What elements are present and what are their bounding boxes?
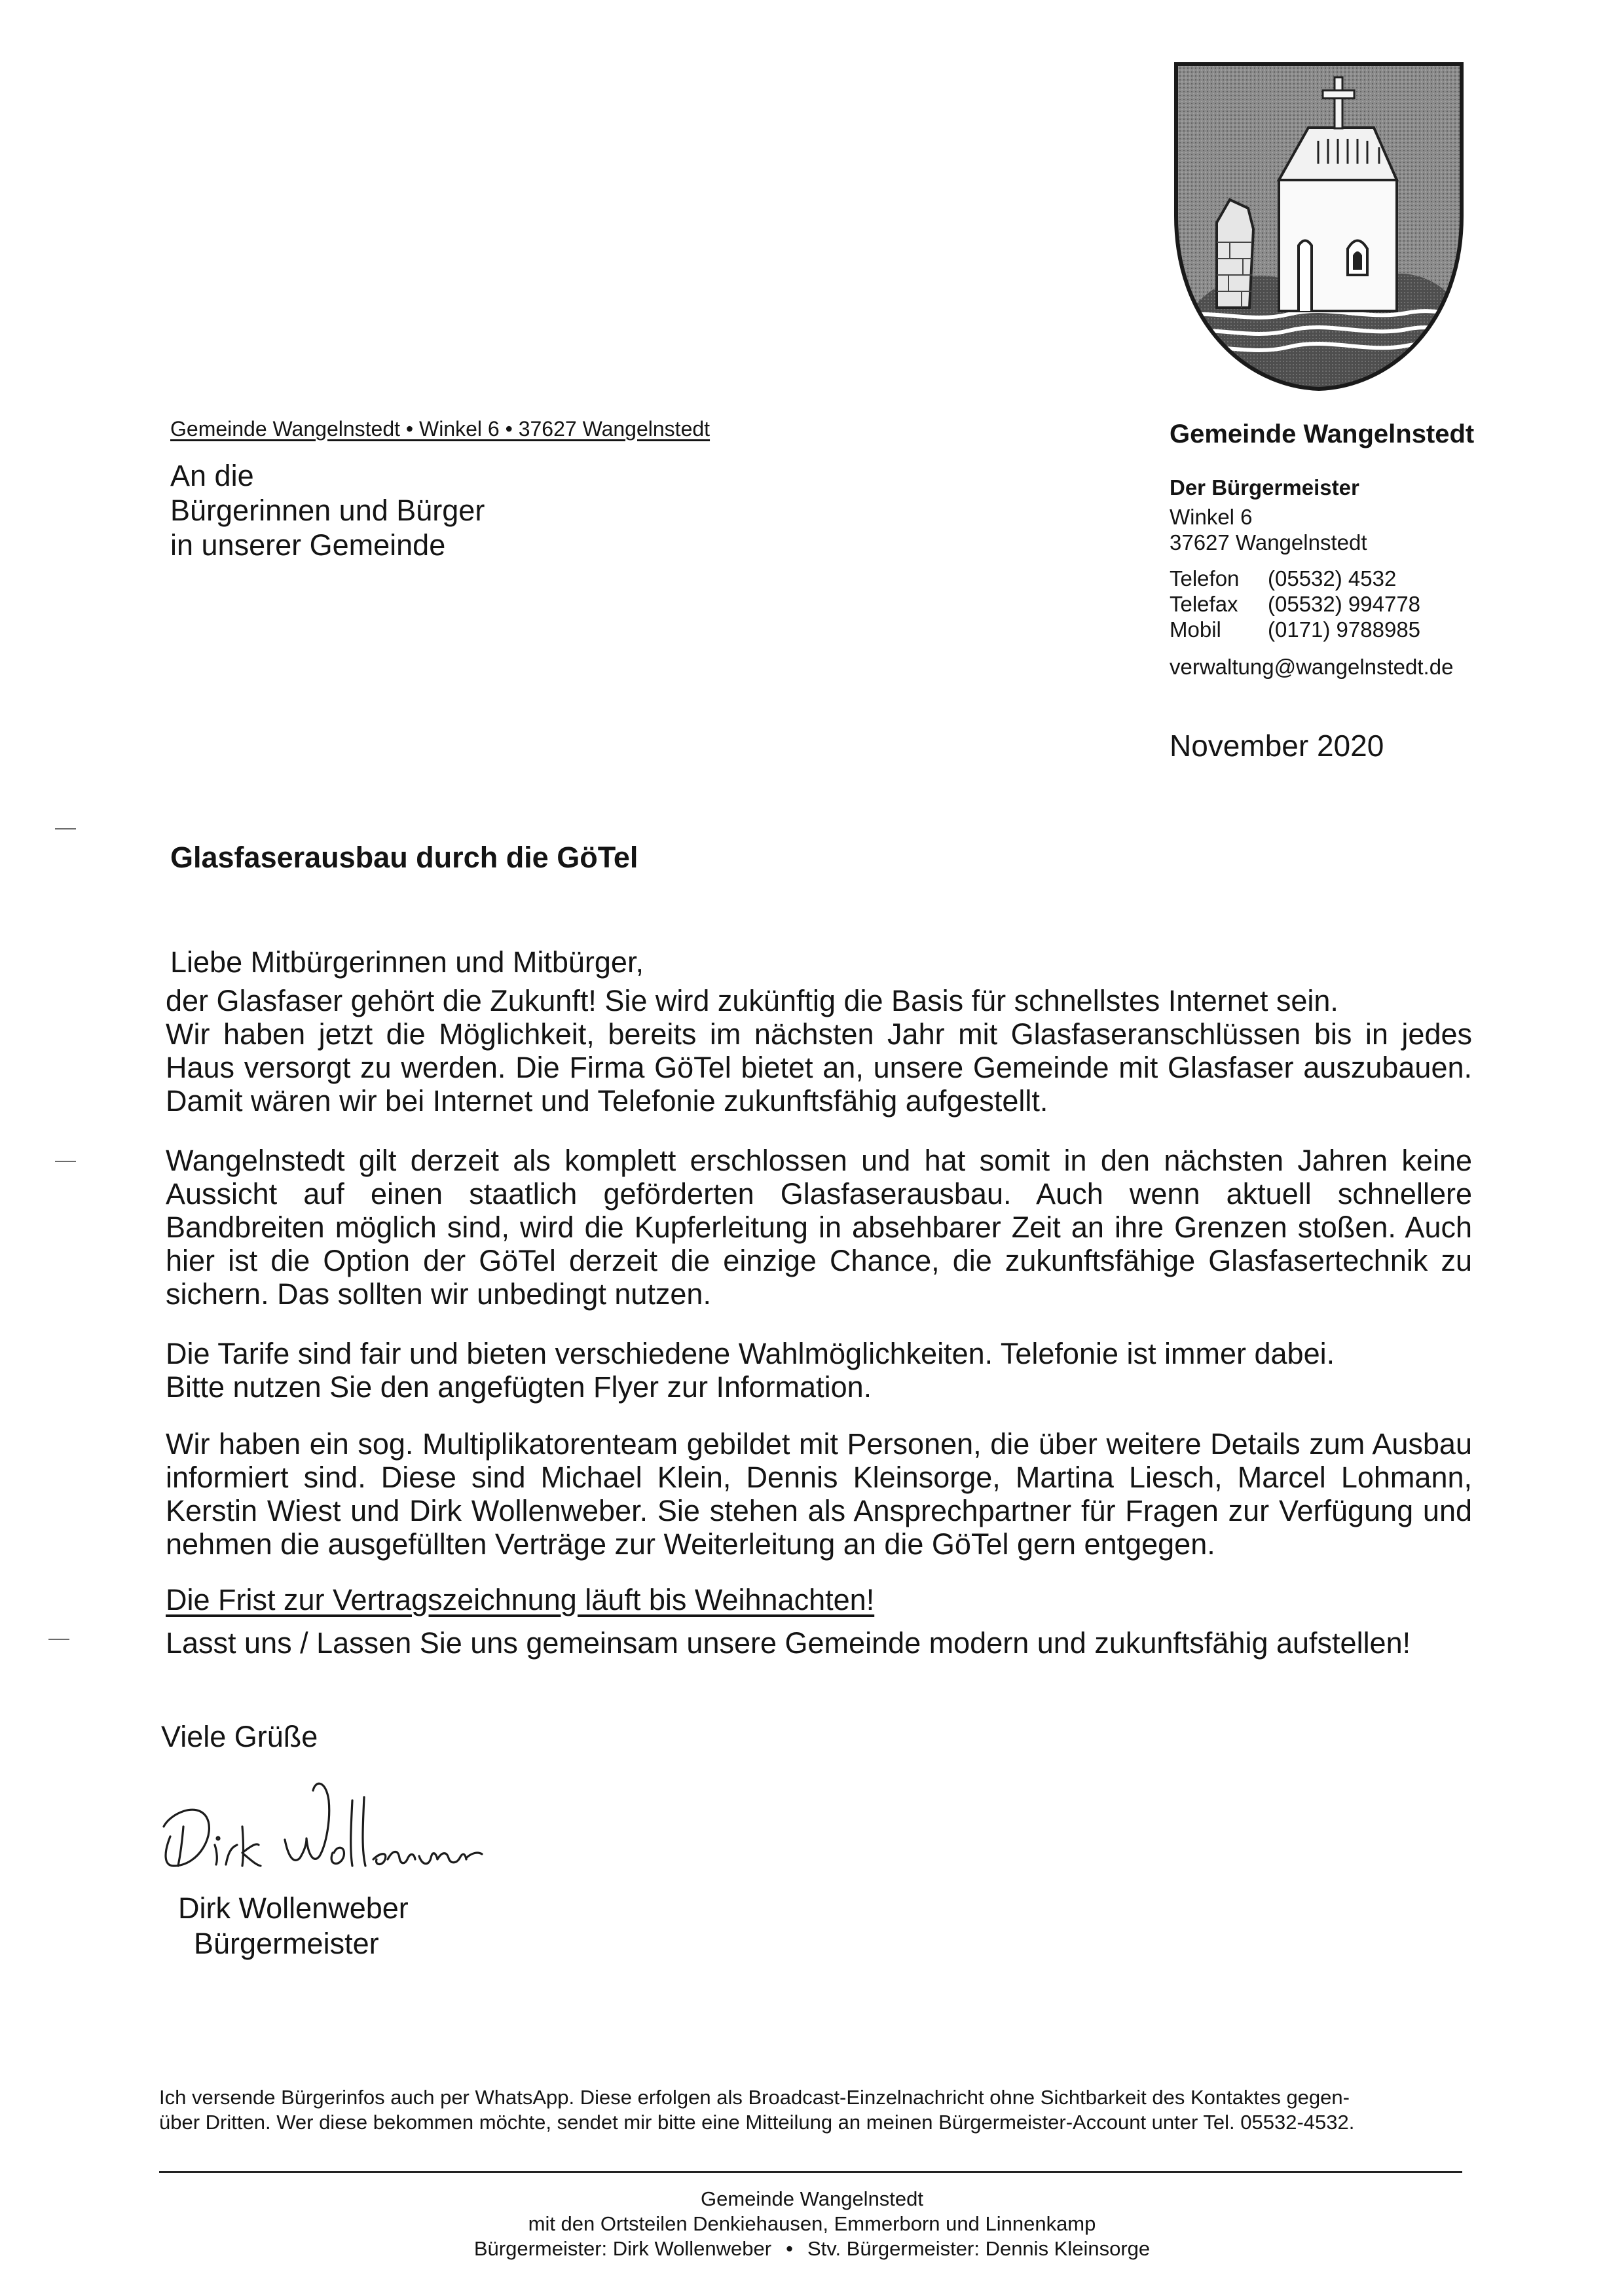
text-line: Aussicht auf einen staatlich geförderten Glasfaserausbau. Auch wenn aktuell schnellere — [166, 1177, 1472, 1211]
footer-mayor: Bürgermeister: Dirk Wollenweber — [473, 2237, 772, 2260]
text-line: Damit wären wir bei Internet und Telefonie zukunftsfähig aufgestellt. — [166, 1084, 1048, 1118]
text-line: sichern. Das sollten wir unbedingt nutzen. — [166, 1277, 711, 1311]
organization-name: Gemeinde Wangelnstedt — [1170, 420, 1475, 448]
fax-row — [1170, 591, 1420, 617]
punch-mark — [55, 1161, 76, 1162]
paragraph-1 — [166, 984, 1472, 1118]
recipient-line: Bürgerinnen und Bürger — [170, 494, 485, 527]
footer-divider — [159, 2171, 1462, 2173]
mobile-value: (0171) 9788985 — [1268, 617, 1421, 642]
recipient-line: An die — [170, 459, 254, 492]
text-line: nehmen die ausgefüllten Verträge zur Weiterleitung an die GöTel gern entgegen. — [166, 1527, 1215, 1561]
fax-value: (05532) 994778 — [1268, 592, 1421, 616]
text-line: der Glasfaser gehört die Zukunft! Sie wird zukünftig die Basis für schnellstes Internet sein. — [166, 984, 1338, 1017]
text-line: Bandbreiten möglich sind, wird die Kupferleitung in absehbarer Zeit an ihre Grenzen stoßen. Auch — [166, 1211, 1472, 1244]
footer-districts: mit den Ortsteilen Denkiehausen, Emmerborn und Linnenkamp — [528, 2212, 1096, 2235]
notice-line: über Dritten. Wer diese bekommen möchte, sendet mir bitte eine Mitteilung an meinen Bürgermeister-Account unter Tel. 05532-4532. — [159, 2111, 1355, 2134]
notice-line: Ich versende Bürgerinfos auch per WhatsApp. Diese erfolgen als Broadcast-Einzelnachricht ohne Sichtbarkeit des Kontaktes gegen- — [159, 2086, 1350, 2109]
paragraph-4 — [166, 1427, 1472, 1561]
phone-row — [1170, 566, 1420, 591]
text-line: Die Tarife sind fair und bieten verschiedene Wahlmöglichkeiten. Telefonie ist immer dabei. — [166, 1337, 1335, 1370]
footer-mayors — [393, 2236, 1231, 2261]
fold-mark — [55, 828, 76, 829]
text-line: Kerstin Wiest und Dirk Wollenweber. Sie stehen als Ansprechpartner für Fragen zur Verfügung und — [166, 1494, 1472, 1527]
email-address: verwaltung@wangelnstedt.de — [1170, 655, 1454, 679]
mobile-label: Mobil — [1170, 617, 1221, 642]
phone-value: (05532) 4532 — [1268, 566, 1397, 591]
text-line: Wangelnstedt gilt derzeit als komplett erschlossen und hat somit in den nächsten Jahren keine — [166, 1144, 1472, 1177]
signer-name: Dirk Wollenweber — [178, 1891, 409, 1925]
text-line: Wir haben ein sog. Multiplikatorenteam gebildet mit Personen, die über weitere Details zum Ausbau — [166, 1427, 1472, 1461]
closing: Viele Grüße — [161, 1720, 318, 1753]
fax-label: Telefax — [1170, 592, 1238, 616]
mayor-title: Der Bürgermeister — [1170, 475, 1359, 500]
mobile-row — [1170, 617, 1420, 642]
text-line: Haus versorgt zu werden. Die Firma GöTel bietet an, unsere Gemeinde mit Glasfaser auszubauen. — [166, 1051, 1472, 1084]
city: 37627 Wangelnstedt — [1170, 530, 1367, 555]
footer-deputy-mayor: Stv. Bürgermeister: Dennis Kleinsorge — [807, 2237, 1151, 2260]
appeal-text: Lasst uns / Lassen Sie uns gemeinsam unsere Gemeinde modern und zukunftsfähig aufstellen! — [166, 1626, 1411, 1660]
text-line: informiert sind. Diese sind Michael Klein, Dennis Kleinsorge, Martina Liesch, Marcel Lohmann, — [166, 1461, 1472, 1494]
salutation: Liebe Mitbürgerinnen und Mitbürger, — [170, 945, 644, 979]
whatsapp-notice — [159, 2085, 1462, 2135]
handwritten-signature — [144, 1761, 485, 1892]
contact-numbers — [1170, 566, 1420, 642]
paragraph-2 — [166, 1144, 1472, 1311]
signer-role: Bürgermeister — [194, 1927, 379, 1960]
signer-block — [178, 1891, 409, 1961]
phone-label: Telefon — [1170, 566, 1240, 591]
fold-mark — [48, 1639, 69, 1640]
footer — [393, 2187, 1231, 2261]
footer-separator: • — [786, 2237, 793, 2260]
appeal-note — [166, 1626, 1472, 1660]
letter-date: November 2020 — [1170, 729, 1384, 763]
coat-of-arms — [1171, 59, 1467, 393]
text-line: hier ist die Option der GöTel derzeit die einzige Chance, die zukunftsfähige Glasfasertechnik zu — [166, 1244, 1472, 1277]
recipient-address — [170, 458, 485, 562]
sender-return-address: Gemeinde Wangelnstedt • Winkel 6 • 37627 Wangelnstedt — [170, 417, 710, 441]
text-line: Bitte nutzen Sie den angefügten Flyer zur Information. — [166, 1370, 872, 1404]
paragraph-3 — [166, 1337, 1472, 1404]
letter-subject: Glasfaserausbau durch die GöTel — [170, 841, 638, 874]
recipient-line: in unserer Gemeinde — [170, 528, 446, 562]
office-address — [1170, 504, 1367, 555]
text-line: Wir haben jetzt die Möglichkeit, bereits im nächsten Jahr mit Glasfaseranschlüssen bis in jedes — [166, 1017, 1472, 1051]
footer-municipality: Gemeinde Wangelnstedt — [700, 2187, 924, 2210]
deadline-note — [166, 1583, 1472, 1616]
deadline-text: Die Frist zur Vertragszeichnung läuft bis Weihnachten! — [166, 1583, 875, 1616]
street: Winkel 6 — [1170, 505, 1253, 529]
